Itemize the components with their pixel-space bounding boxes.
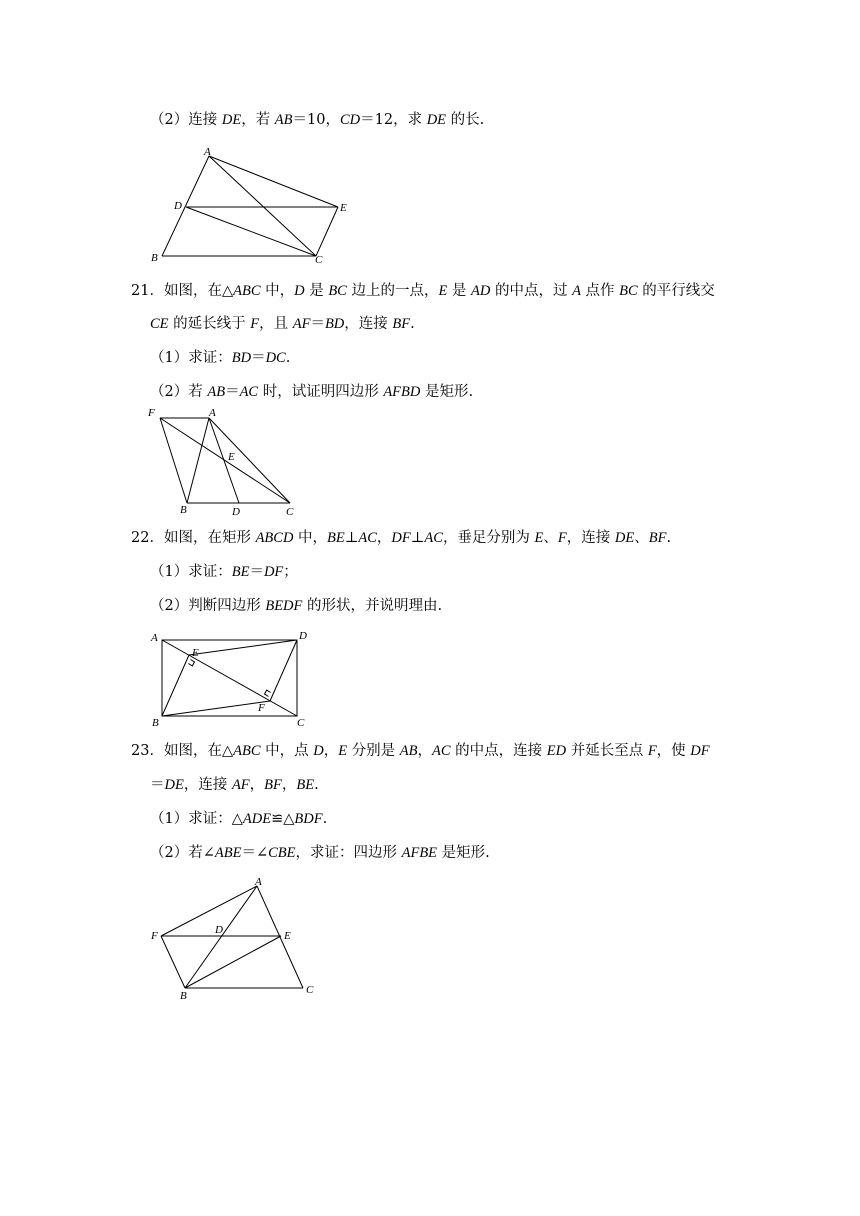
q22-part2: （2）判断四边形 BEDF 的形状，并说明理由. <box>150 598 443 614</box>
q21-label-a: A <box>209 407 216 419</box>
q23-label-c: C <box>306 984 314 996</box>
q21-stem-line2: CE 的延长线于 F，且 AF＝BD，连接 BF. <box>150 316 415 332</box>
q21-label-d: D <box>232 506 240 518</box>
q21-label-c: C <box>286 506 294 518</box>
q22-label-a: A <box>151 632 158 644</box>
q21-part2: （2）若 AB＝AC 时，试证明四边形 AFBD 是矩形. <box>150 384 474 400</box>
q21-label-b: B <box>180 504 187 516</box>
q21-label-f: F <box>148 407 155 419</box>
q20-label-a: A <box>204 146 211 158</box>
q21-label-e: E <box>228 451 235 463</box>
q21-stem-line1: 21．如图，在△ABC 中，D 是 BC 边上的一点，E 是 AD 的中点，过 A 点作 BC 的平行线交 <box>131 283 715 299</box>
q22-label-c: C <box>297 717 305 729</box>
q23-label-f: F <box>151 930 158 942</box>
q20-label-c: C <box>315 254 323 266</box>
q22-label-d: D <box>299 630 307 642</box>
q23-stem-line2: ＝DE，连接 AF，BF，BE. <box>150 777 319 793</box>
q22-label-f: F <box>258 702 265 714</box>
q22-part1: （1）求证：BE＝DF； <box>150 564 298 580</box>
q23-label-a: A <box>255 876 262 888</box>
q23-part1: （1）求证：△ADE≌△BDF. <box>150 811 328 827</box>
q23-label-d: D <box>215 924 223 936</box>
q22-label-b: B <box>152 717 159 729</box>
q22-label-e: E <box>192 647 199 659</box>
q20-part2: （2）连接 DE，若 AB＝10，CD＝12，求 DE 的长. <box>150 112 485 128</box>
q20-label-d: D <box>174 200 182 212</box>
q23-label-e: E <box>284 930 291 942</box>
q22-stem-line1: 22．如图，在矩形 ABCD 中，BE⊥AC，DF⊥AC，垂足分别为 E、F，连接 DE、BF. <box>131 530 672 546</box>
q21-part1: （1）求证：BD＝DC. <box>150 350 291 366</box>
q23-stem-line1: 23．如图，在△ABC 中，点 D，E 分别是 AB，AC 的中点，连接 ED 并延长至点 F，使 DF <box>131 743 710 759</box>
q23-part2: （2）若∠ABE＝∠CBE，求证：四边形 AFBE 是矩形. <box>150 845 490 861</box>
q20-label-e: E <box>340 202 347 214</box>
q23-label-b: B <box>180 990 187 1002</box>
q20-label-b: B <box>151 252 158 264</box>
